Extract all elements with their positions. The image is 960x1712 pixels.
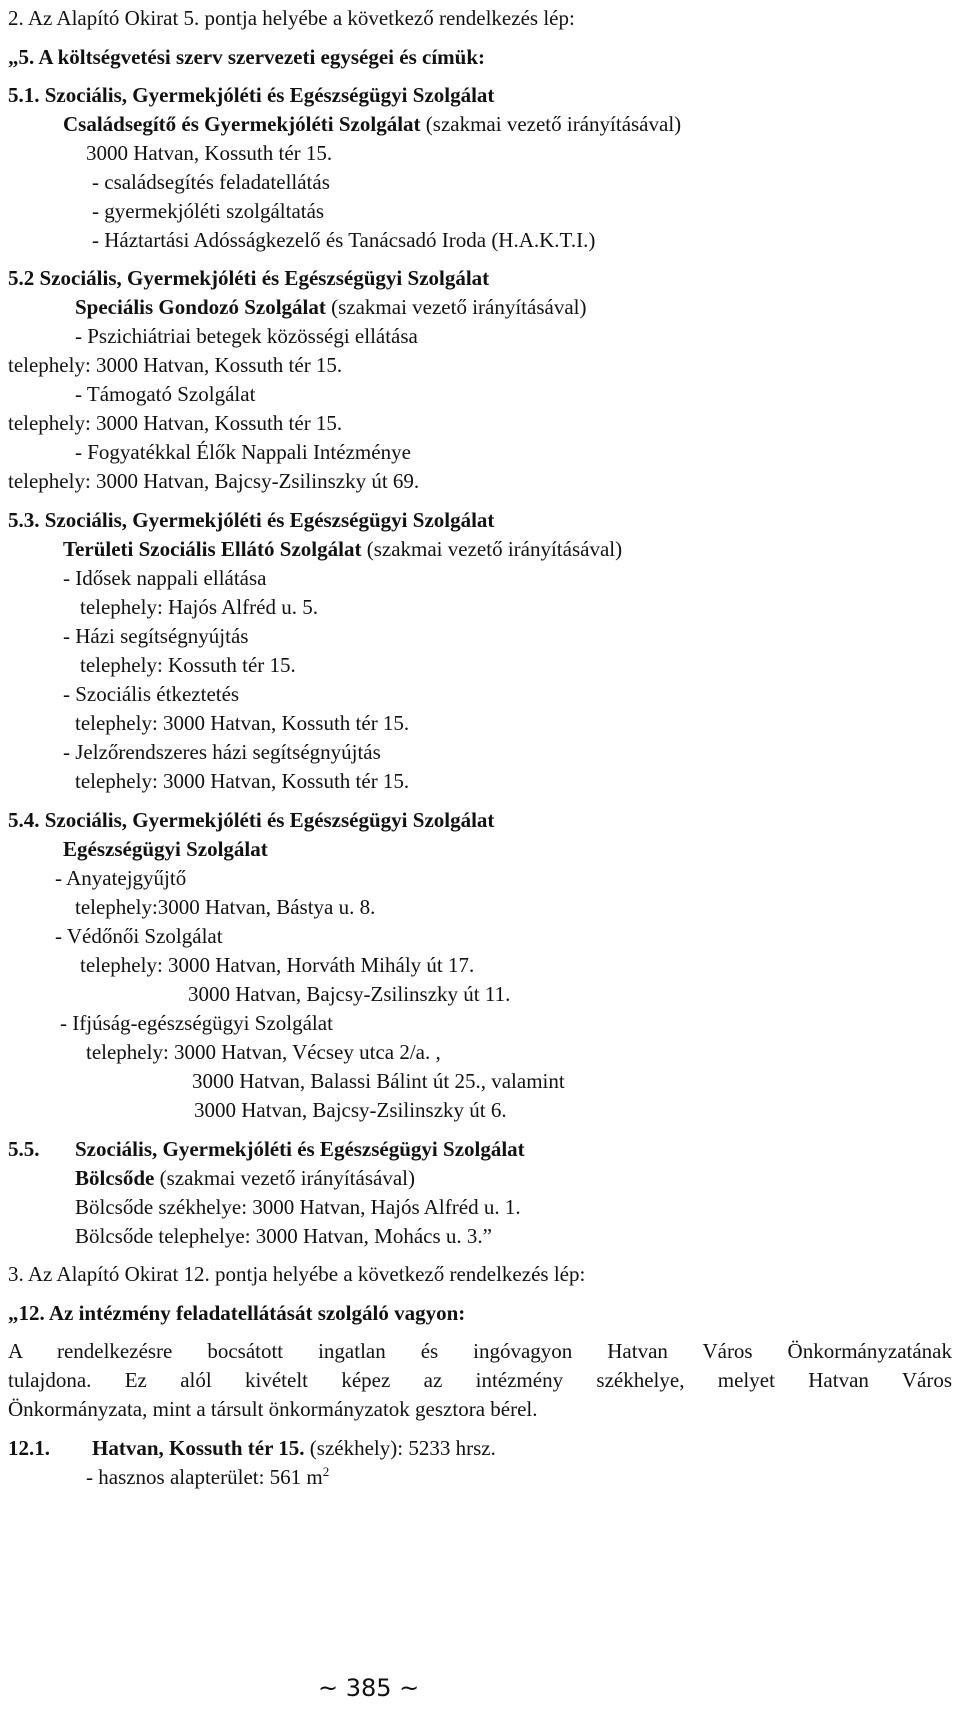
site-address: telephely: 3000 Hatvan, Kossuth tér 15. <box>75 711 410 735</box>
unit-5-2-subtitle: Speciális Gondozó Szolgálat (szakmai vezető irányításával) <box>75 295 587 319</box>
list-item: - gyermekjóléti szolgáltatás <box>92 199 325 223</box>
paragraph-line: Önkormányzata, mint a társult önkormányzatok gesztora bérel. <box>8 1397 538 1421</box>
unit-5-1-address: 3000 Hatvan, Kossuth tér 15. <box>86 141 333 165</box>
unit-5-4-subtitle: Egészségügyi Szolgálat <box>63 837 268 861</box>
site-address: telephely: Hajós Alfréd u. 5. <box>80 595 318 619</box>
item-12-1-number: 12.1. <box>8 1436 50 1460</box>
site-address: telephely: 3000 Hatvan, Bajcsy-Zsilinszky út 69. <box>8 469 420 493</box>
unit-5-3-subtitle: Területi Szociális Ellátó Szolgálat (szakmai vezető irányításával) <box>63 537 623 561</box>
site-address: telephely:3000 Hatvan, Bástya u. 8. <box>75 895 376 919</box>
paragraph-line: A rendelkezésre bocsátott ingatlan és ingóvagyon Hatvan Város Önkormányzatának <box>8 1339 952 1363</box>
site-address: telephely: Kossuth tér 15. <box>80 653 296 677</box>
unit-5-4-title: 5.4. Szociális, Gyermekjóléti és Egészségügyi Szolgálat <box>8 808 495 832</box>
list-item: - Anyatejgyűjtő <box>55 866 187 890</box>
list-item: - Idősek nappali ellátása <box>63 566 267 590</box>
section-12-heading: „12. Az intézmény feladatellátását szolgáló vagyon: <box>8 1301 466 1325</box>
section-5-heading: „5. A költségvetési szerv szervezeti egységei és címük: <box>8 45 486 69</box>
unit-5-5-title: Szociális, Gyermekjóléti és Egészségügyi Szolgálat <box>75 1137 525 1161</box>
site-address: telephely: 3000 Hatvan, Kossuth tér 15. <box>8 411 343 435</box>
list-item: - Házi segítségnyújtás <box>63 624 249 648</box>
list-item: - családsegítés feladatellátás <box>92 170 330 194</box>
list-item: - Ifjúság-egészségügyi Szolgálat <box>60 1011 333 1035</box>
site-address: Bölcsőde székhelye: 3000 Hatvan, Hajós Alfréd u. 1. <box>75 1195 521 1219</box>
unit-5-3-title: 5.3. Szociális, Gyermekjóléti és Egészségügyi Szolgálat <box>8 508 495 532</box>
list-item: - Védőnői Szolgálat <box>55 924 223 948</box>
list-item: - Támogató Szolgálat <box>75 382 256 406</box>
page-number: ~ 385 ~ <box>318 1674 420 1702</box>
site-address: 3000 Hatvan, Balassi Bálint út 25., valamint <box>192 1069 565 1093</box>
unit-5-1-subtitle: Családsegítő és Gyermekjóléti Szolgálat (szakmai vezető irányításával) <box>63 112 682 136</box>
unit-5-1-title: 5.1. Szociális, Gyermekjóléti és Egészségügyi Szolgálat <box>8 83 495 107</box>
unit-5-5-number: 5.5. <box>8 1137 40 1161</box>
site-address: Bölcsőde telephelye: 3000 Hatvan, Mohács u. 3.” <box>75 1224 492 1248</box>
list-item: - Pszichiátriai betegek közösségi ellátása <box>75 324 418 348</box>
site-address: telephely: 3000 Hatvan, Horváth Mihály út 17. <box>80 953 475 977</box>
list-item: - Fogyatékkal Élők Nappali Intézménye <box>75 440 411 464</box>
section-2-intro: 2. Az Alapító Okirat 5. pontja helyébe a következő rendelkezés lép: <box>8 6 575 30</box>
list-item: - Szociális étkeztetés <box>63 682 240 706</box>
paragraph-line: tulajdona. Ez alól kivételt képez az intézmény székhelye, melyet Hatvan Város <box>8 1368 952 1392</box>
unit-5-2-title: 5.2 Szociális, Gyermekjóléti és Egészségügyi Szolgálat <box>8 266 490 290</box>
section-3-intro: 3. Az Alapító Okirat 12. pontja helyébe a következő rendelkezés lép: <box>8 1262 586 1286</box>
site-address: 3000 Hatvan, Bajcsy-Zsilinszky út 6. <box>194 1098 507 1122</box>
item-12-1-title: Hatvan, Kossuth tér 15. (székhely): 5233 hrsz. <box>92 1436 496 1460</box>
unit-5-5-subtitle: Bölcsőde (szakmai vezető irányításával) <box>75 1166 415 1190</box>
list-item: - Jelzőrendszeres házi segítségnyújtás <box>63 740 381 764</box>
site-address: telephely: 3000 Hatvan, Kossuth tér 15. <box>8 353 343 377</box>
site-address: telephely: 3000 Hatvan, Vécsey utca 2/a. , <box>86 1040 441 1064</box>
floor-area: - hasznos alapterület: 561 $m^2$ <box>86 1464 330 1489</box>
list-item: - Háztartási Adósságkezelő és Tanácsadó Iroda (H.A.K.T.I.) <box>92 228 596 252</box>
site-address: telephely: 3000 Hatvan, Kossuth tér 15. <box>75 769 410 793</box>
site-address: 3000 Hatvan, Bajcsy-Zsilinszky út 11. <box>188 982 511 1006</box>
